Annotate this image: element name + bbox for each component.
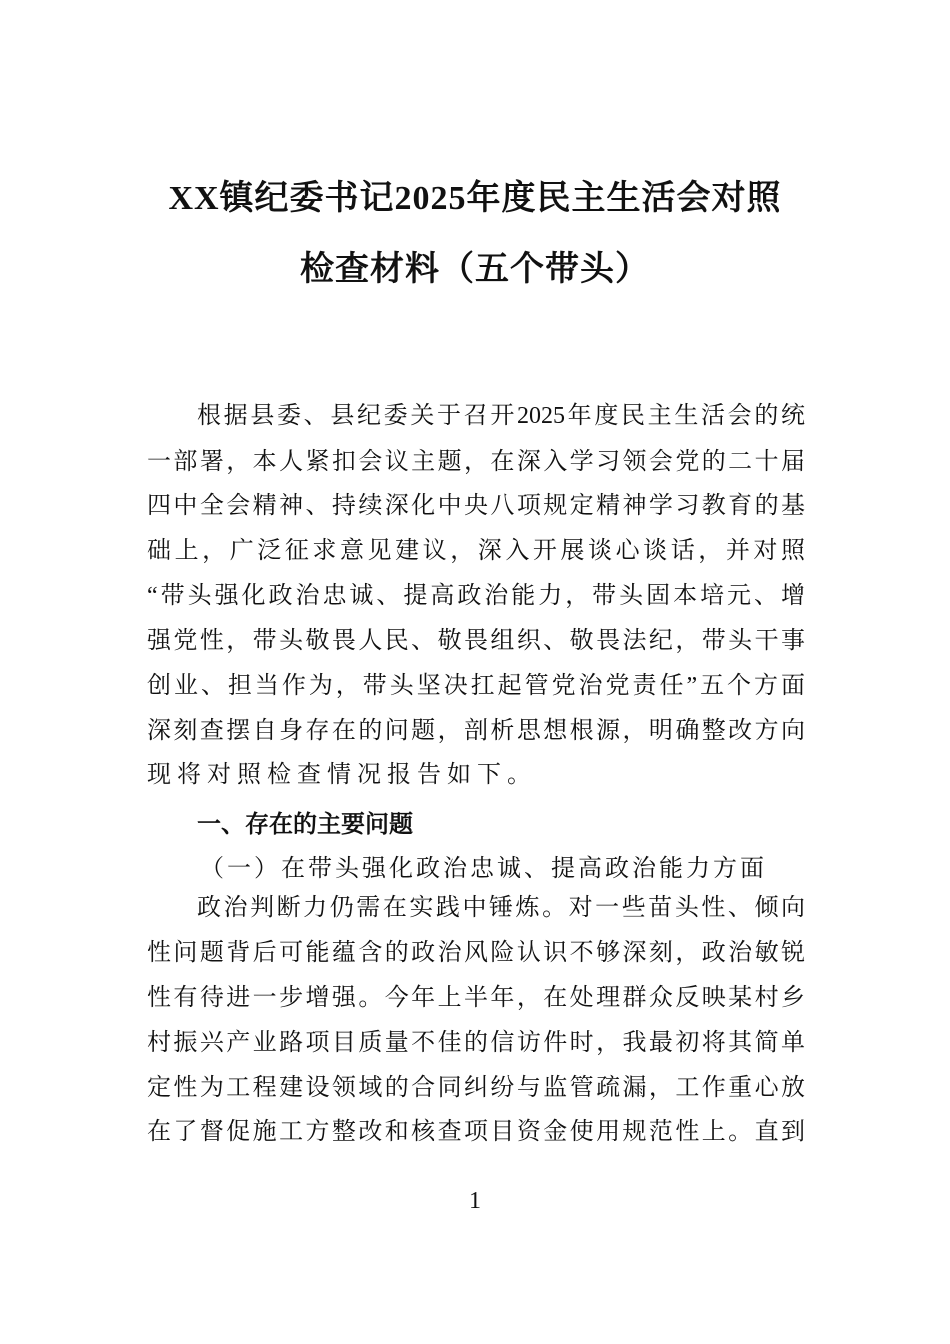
intro-line: 四中全会精神、持续深化中央八项规定精神学习教育的基 [147,493,805,519]
intro-line: 现将对照检查情况报告如下。 [147,762,537,788]
intro-line: 强党性，带头敬畏人民、敬畏组织、敬畏法纪，带头干事 [147,628,805,654]
body-line: 性问题背后可能蕴含的政治风险认识不够深刻，政治敏锐 [147,940,805,966]
body-line: 村振兴产业路项目质量不佳的信访件时，我最初将其简单 [147,1030,805,1056]
body-line: 性有待进一步增强。今年上半年，在处理群众反映某村乡 [147,985,805,1011]
body-line: 在了督促施工方整改和核查项目资金使用规范性上。直到 [147,1119,805,1145]
document-title-line-1: XX镇纪委书记2025年度民主生活会对照 [168,180,782,217]
section-heading: 一、存在的主要问题 [197,811,413,838]
intro-line: 础上，广泛征求意见建议，深入开展谈心谈话，并对照 [147,538,805,564]
intro-line: 一部署，本人紧扣会议主题，在深入学习领会党的二十届 [147,449,805,475]
intro-line: 深刻查摆自身存在的问题，剖析思想根源，明确整改方向 [147,718,805,744]
subsection-heading: （一）在带头强化政治忠诚、提高政治能力方面 [200,856,767,882]
intro-line: 创业、担当作为，带头坚决扛起管党治党责任”五个方面 [147,673,805,699]
intro-line: 根据县委、县纪委关于召开2025年度民主生活会的统 [197,403,805,429]
intro-line: “带头强化政治忠诚、提高政治能力，带头固本培元、增 [147,583,805,609]
body-line: 政治判断力仍需在实践中锤炼。对一些苗头性、倾向 [197,895,805,921]
document-title-line-2: 检查材料（五个带头） [300,251,650,288]
page-number: 1 [469,1188,481,1214]
body-line: 定性为工程建设领域的合同纠纷与监管疏漏，工作重心放 [147,1075,805,1101]
